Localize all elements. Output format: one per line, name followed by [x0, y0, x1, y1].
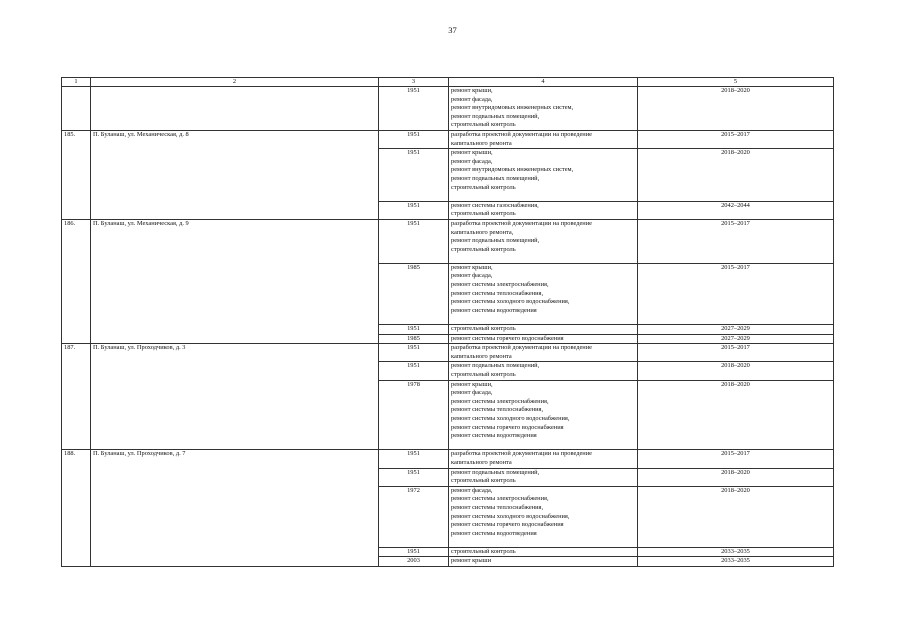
- period-cell: 2033–2035: [638, 547, 834, 557]
- work-item: ремонт системы теплоснабжения,: [451, 406, 544, 414]
- work-item: ремонт системы холодного водоснабжения,: [451, 414, 570, 422]
- work-item: ремонт внутридомовых инженерных систем,: [451, 166, 574, 174]
- work-item: ремонт подвальных помещений,: [451, 362, 540, 370]
- work-item: ремонт крыши,: [451, 263, 493, 271]
- work-item: строительный контроль: [451, 477, 516, 485]
- period-cell: 2015–2017: [638, 130, 834, 148]
- period-cell: 2018–2020: [638, 149, 834, 202]
- work-item: разработка проектной документации на проведение: [451, 219, 592, 227]
- address-cell: П. Буланаш, ул. Проходчиков, д. 3: [91, 344, 379, 450]
- work-item: ремонт системы теплоснабжения,: [451, 503, 544, 511]
- works-cell: [449, 334, 638, 344]
- work-item: строительный контроль: [451, 245, 516, 253]
- works-cell: [449, 450, 638, 468]
- column-header-1: 1: [62, 78, 91, 87]
- year-cell: 1985: [379, 334, 449, 344]
- works-cell: [449, 486, 638, 547]
- work-item: ремонт системы водоотведения: [451, 432, 537, 440]
- column-header-4: 4: [449, 78, 638, 87]
- repair-schedule-table: [61, 77, 834, 567]
- table-row: [62, 130, 834, 148]
- work-item: строительный контроль: [451, 325, 516, 333]
- period-cell: 2018–2020: [638, 87, 834, 131]
- table-row: [62, 219, 834, 263]
- work-item: ремонт крыши,: [451, 380, 493, 388]
- works-cell: [449, 149, 638, 202]
- work-item: строительный контроль: [451, 121, 516, 129]
- work-item: строительный контроль: [451, 547, 516, 555]
- year-cell: 1972: [379, 486, 449, 547]
- work-item: ремонт системы электроснабжения,: [451, 397, 549, 405]
- year-cell: 1985: [379, 263, 449, 324]
- work-item: капитального ремонта: [451, 352, 512, 360]
- row-number-cell: 187.: [62, 344, 91, 450]
- period-cell: 2018–2020: [638, 468, 834, 486]
- work-item: ремонт системы электроснабжения,: [451, 281, 549, 289]
- works-cell: [449, 201, 638, 219]
- work-item: ремонт крыши,: [451, 87, 493, 94]
- table-row: [62, 344, 834, 362]
- address-cell: П. Буланаш, ул. Механическая, д. 9: [91, 219, 379, 343]
- year-cell: 1951: [379, 325, 449, 335]
- work-item: ремонт системы электроснабжения,: [451, 495, 549, 503]
- work-item: [451, 254, 635, 263]
- work-item: ремонт системы горячего водоснабжения: [451, 334, 564, 342]
- address-cell: П. Буланаш, ул. Проходчиков, д. 7: [91, 450, 379, 567]
- period-cell: 2015–2017: [638, 263, 834, 324]
- work-item: ремонт фасада,: [451, 157, 493, 165]
- column-header-2: 2: [91, 78, 379, 87]
- page-number: 37: [448, 25, 457, 35]
- row-number-cell: [62, 87, 91, 131]
- column-header-3: 3: [379, 78, 449, 87]
- works-cell: [449, 87, 638, 131]
- work-item: [451, 441, 635, 450]
- period-cell: 2015–2017: [638, 344, 834, 362]
- column-number-row: [62, 78, 834, 87]
- year-cell: 1951: [379, 450, 449, 468]
- work-item: ремонт крыши,: [451, 149, 493, 157]
- work-item: капитального ремонта: [451, 139, 512, 147]
- work-item: ремонт системы теплоснабжения,: [451, 289, 544, 297]
- work-item: ремонт системы водоотведения: [451, 306, 537, 314]
- year-cell: 1951: [379, 344, 449, 362]
- work-item: ремонт системы горячего водоснабжения: [451, 423, 564, 431]
- works-cell: [449, 263, 638, 324]
- work-item: ремонт подвальных помещений,: [451, 174, 540, 182]
- work-item: капитального ремонта,: [451, 228, 514, 236]
- work-item: разработка проектной документации на проведение: [451, 344, 592, 352]
- works-cell: [449, 130, 638, 148]
- work-item: [451, 192, 635, 201]
- works-cell: [449, 547, 638, 557]
- works-cell: [449, 219, 638, 263]
- row-number-cell: 186.: [62, 219, 91, 343]
- works-cell: [449, 344, 638, 362]
- works-cell: [449, 362, 638, 380]
- work-item: [451, 315, 635, 324]
- period-cell: 2018–2020: [638, 486, 834, 547]
- period-cell: 2018–2020: [638, 380, 834, 450]
- works-cell: [449, 325, 638, 335]
- works-cell: [449, 380, 638, 450]
- work-item: капитального ремонта: [451, 458, 512, 466]
- work-item: ремонт подвальных помещений,: [451, 468, 540, 476]
- work-item: ремонт фасада,: [451, 272, 493, 280]
- year-cell: 1951: [379, 468, 449, 486]
- work-item: строительный контроль: [451, 210, 516, 218]
- year-cell: 1951: [379, 130, 449, 148]
- work-item: ремонт системы холодного водоснабжения,: [451, 512, 570, 520]
- work-item: ремонт подвальных помещений,: [451, 112, 540, 120]
- year-cell: 2003: [379, 557, 449, 567]
- work-item: ремонт системы горячего водоснабжения: [451, 521, 564, 529]
- year-cell: 1951: [379, 219, 449, 263]
- column-header-5: 5: [638, 78, 834, 87]
- work-item: ремонт внутридомовых инженерных систем,: [451, 104, 574, 112]
- address-cell: [91, 87, 379, 131]
- year-cell: 1951: [379, 362, 449, 380]
- year-cell: 1951: [379, 201, 449, 219]
- work-item: разработка проектной документации на проведение: [451, 450, 592, 458]
- table-row: [62, 450, 834, 468]
- period-cell: 2015–2017: [638, 450, 834, 468]
- address-cell: П. Буланаш, ул. Механическая, д. 8: [91, 130, 379, 219]
- work-item: ремонт фасада,: [451, 486, 493, 494]
- period-cell: 2042–2044: [638, 201, 834, 219]
- work-item: [451, 538, 635, 547]
- period-cell: 2018–2020: [638, 362, 834, 380]
- table-row: [62, 87, 834, 131]
- work-item: ремонт фасада,: [451, 95, 493, 103]
- work-item: ремонт системы газоснабжения,: [451, 201, 539, 209]
- row-number-cell: 185.: [62, 130, 91, 219]
- table-body: [62, 87, 834, 567]
- work-item: ремонт системы водоотведения: [451, 529, 537, 537]
- period-cell: 2015–2017: [638, 219, 834, 263]
- work-item: разработка проектной документации на проведение: [451, 130, 592, 138]
- year-cell: 1951: [379, 87, 449, 131]
- works-cell: [449, 468, 638, 486]
- year-cell: 1978: [379, 380, 449, 450]
- row-number-cell: 188.: [62, 450, 91, 567]
- period-cell: 2027–2029: [638, 325, 834, 335]
- work-item: ремонт фасада,: [451, 389, 493, 397]
- works-cell: [449, 557, 638, 567]
- work-item: строительный контроль: [451, 183, 516, 191]
- work-item: строительный контроль: [451, 371, 516, 378]
- work-item: ремонт системы холодного водоснабжения,: [451, 298, 570, 306]
- period-cell: 2033–2035: [638, 557, 834, 567]
- work-item: ремонт крыши: [451, 557, 492, 565]
- period-cell: 2027–2029: [638, 334, 834, 344]
- work-item: ремонт подвальных помещений,: [451, 237, 540, 245]
- year-cell: 1951: [379, 149, 449, 202]
- year-cell: 1951: [379, 547, 449, 557]
